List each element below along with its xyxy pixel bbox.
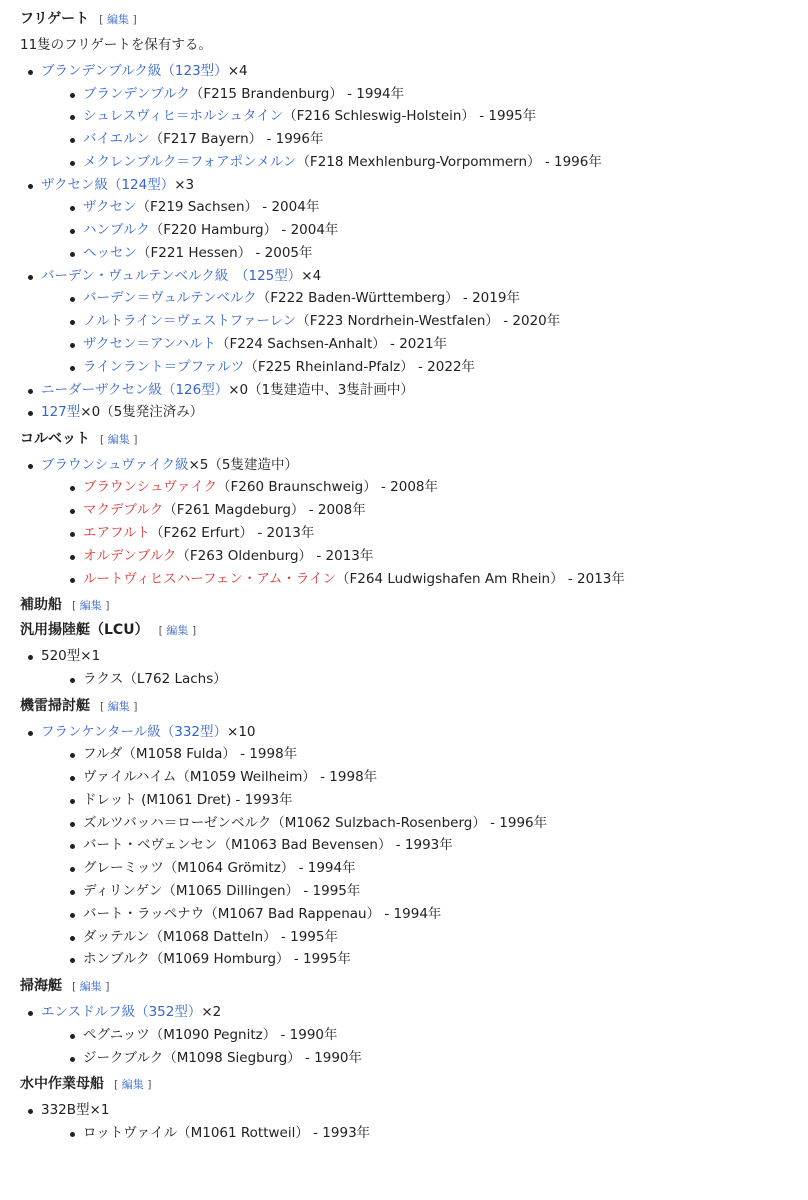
ship-link[interactable]: バイエルン [83,131,150,148]
ship-item [41,1122,808,1145]
section-heading [20,697,808,716]
ship-detail: ×0（1隻建造中、3隻計画中） [228,381,414,398]
ship-list [41,287,808,378]
ship-link[interactable]: フランケンタール級（332型） [41,723,228,740]
ship-detail: ×0（5隻発注済み） [80,404,204,421]
class-item [20,265,808,379]
ship-detail: （F219 Sachsen） - 2004年 [136,199,320,216]
ship-link[interactable]: バーデン・ヴュルテンベルク級 （125型） [41,267,302,284]
ship-link[interactable]: ブラウンシュヴァイク [83,479,217,496]
section-heading [20,10,808,29]
ship-detail: （F263 Oldenburg） - 2013年 [176,547,374,564]
edit-link[interactable]: 編集 [121,1078,144,1092]
ship-item [41,903,808,926]
ship-detail: グレーミッツ（M1064 Grömitz） - 1994年 [83,860,356,877]
section-heading [20,621,808,640]
ship-list [41,1122,808,1145]
ship-item [41,287,808,310]
section-title: コルベット [20,430,90,447]
ship-item [41,476,808,499]
class-item [20,1099,808,1144]
class-list [20,454,808,591]
class-list [20,1099,808,1144]
edit-link[interactable]: 編集 [106,13,129,26]
edit-link[interactable]: 編集 [107,432,130,446]
edit-link[interactable]: 編集 [166,624,189,638]
class-list [20,645,808,690]
ship-detail: （F215 Brandenburg） - 1994年 [189,85,405,102]
ship-list [41,743,808,971]
ship-link[interactable]: メクレンブルク＝フォアポンメルン [83,153,297,170]
class-item [20,174,808,265]
ship-detail: バート・ベヴェンセン（M1063 Bad Bevensen） - 1993年 [83,837,453,854]
ship-list [41,83,808,174]
ship-detail: ジークブルク（M1098 Siegburg） - 1990年 [83,1049,362,1066]
ship-link[interactable]: ザクセン級（124型） [41,176,175,193]
ship-detail: フルダ（M1058 Fulda） - 1998年 [83,746,298,763]
ship-detail: （F262 Erfurt） - 2013年 [149,524,315,541]
class-item [20,401,808,424]
ship-detail: ペグニッツ（M1090 Pegnitz） - 1990年 [83,1026,338,1043]
ship-link[interactable]: オルデンブルク [83,547,177,564]
class-list [20,60,808,424]
ship-link[interactable]: エアフルト [83,524,150,541]
ship-link[interactable]: ルートヴィヒスハーフェン・アム・ライン [83,570,336,587]
ship-detail: ×3 [174,176,195,193]
ship-detail: ホンブルク（M1069 Homburg） - 1995年 [83,951,351,968]
ship-detail: （F220 Hamburg） - 2004年 [149,222,339,239]
edit-section: [ 編集 ] [72,980,110,994]
ship-detail: （F261 Magdeburg） - 2008年 [163,502,366,519]
edit-section: [ 編集 ] [100,699,138,713]
edit-section: [ 編集 ] [158,624,197,638]
ship-detail: ラクス（L762 Lachs） [83,670,227,687]
ship-item [41,310,808,333]
ship-link[interactable]: ラインラント＝プファルツ [83,358,245,375]
ship-link[interactable]: ブランデンブルク級（123型） [41,63,228,79]
class-item [20,454,808,591]
section-heading [20,1075,808,1094]
section-title: フリゲート [20,11,90,27]
ship-detail: ロットヴァイル（M1061 Rottweil） - 1993年 [83,1125,371,1142]
ship-detail: ×10 [227,723,256,740]
ship-detail: （F221 Hessen） - 2005年 [137,244,313,261]
ship-item [41,1047,808,1070]
ship-detail: ×4 [301,267,322,284]
ship-link[interactable]: ニーダーザクセン級（126型） [41,381,229,398]
edit-section: [ 編集 ] [72,599,110,613]
ship-item [41,333,808,356]
ship-detail: ドレット (M1061 Dret) - 1993年 [83,791,293,808]
ship-detail: ダッテルン（M1068 Datteln） - 1995年 [83,928,338,945]
ship-list [41,196,808,264]
edit-link[interactable]: 編集 [79,599,102,613]
ship-link[interactable]: ヘッセン [83,244,137,261]
section-title: 水中作業母船 [20,1076,104,1093]
ship-detail: （F264 Ludwigshafen Am Rhein） - 2013年 [336,570,625,587]
section-title: 汎用揚陸艇（LCU） [20,622,149,639]
section-title: 補助船 [20,597,62,614]
section [20,10,808,424]
ship-item [41,568,808,591]
ship-item [41,242,808,265]
ship-item [41,857,808,880]
ship-item [41,926,808,949]
class-item [20,60,808,174]
ship-detail: ヴァイルハイム（M1059 Weilheim） - 1998年 [83,769,378,786]
section [20,596,808,615]
ship-detail: （F223 Nordrhein-Westfalen） - 2020年 [296,313,561,330]
ship-link[interactable]: 127型 [41,404,81,421]
edit-section: [ 編集 ] [100,432,138,446]
ship-detail: （F218 Mexhlenburg-Vorpommern） - 1996年 [296,153,602,170]
ship-item [41,499,808,522]
class-item [20,721,808,972]
section [20,1075,808,1144]
ship-detail: （F225 Rheinland-Pfalz） - 2022年 [244,358,476,375]
ship-link[interactable]: ブラウンシュヴァイク級 [41,456,189,473]
ship-link[interactable]: ノルトライン＝ヴェストファーレン [83,313,297,330]
ship-detail: （F224 Sachsen-Anhalt） - 2021年 [215,335,448,352]
ship-item [41,1024,808,1047]
ship-detail: ×4 [227,63,248,79]
ship-link[interactable]: エンスドルフ級（352型） [41,1004,202,1021]
ship-item [41,948,808,971]
ship-detail: ディリンゲン（M1065 Dillingen） - 1995年 [83,883,361,900]
class-item [20,1001,808,1069]
ship-item [41,834,808,857]
ship-item [41,545,808,568]
section [20,621,808,690]
ship-link[interactable]: シュレスヴィヒ＝ホルシュタイン [83,108,284,125]
section-title: 掃海艇 [20,978,62,995]
class-item [20,379,808,402]
ship-list [41,476,808,590]
class-list [20,1001,808,1069]
ship-detail: （F216 Schleswig-Holstein） - 1995年 [283,108,537,125]
class-item [20,645,808,690]
ship-link[interactable]: ブランデンブルク [83,85,190,102]
ship-link[interactable]: ザクセン [83,199,137,216]
ship-item [41,789,808,812]
ship-detail: （F260 Braunschweig） - 2008年 [217,479,439,496]
edit-link[interactable]: 編集 [107,699,130,713]
class-list [20,721,808,972]
ship-detail: バート・ラッペナウ（M1067 Bad Rappenau） - 1994年 [83,905,442,922]
ship-item [41,83,808,106]
ship-item [41,766,808,789]
section [20,430,808,591]
ship-item [41,522,808,545]
ship-detail: （F217 Bayern） - 1996年 [149,131,324,148]
ship-link[interactable]: ザクセン＝アンハルト [83,335,216,352]
ship-list [41,1024,808,1070]
ship-detail: 332B型×1 [41,1102,110,1119]
section [20,697,808,972]
section-heading [20,430,808,449]
ship-detail: （F222 Baden-Württemberg） - 2019年 [256,290,520,307]
ship-link[interactable]: バーデン＝ヴュルテンベルク [83,290,257,307]
ship-item [41,128,808,151]
ship-item [41,151,808,174]
ship-list [41,668,808,691]
ship-link[interactable]: ハンブルク [83,222,150,239]
ship-item [41,880,808,903]
section-title: 機雷掃討艇 [20,697,90,714]
ship-item [41,219,808,242]
section-intro: 11隻のフリゲートを保有する。 [20,37,212,53]
ship-item [41,356,808,379]
ship-detail: ×2 [201,1004,222,1021]
ship-item [41,668,808,691]
ship-detail: 520型×1 [41,648,101,665]
edit-section: [ 編集 ] [114,1078,152,1092]
section [20,977,808,1069]
ship-detail: ×5（5隻建造中） [188,456,298,473]
ship-item [41,743,808,766]
ship-item [41,812,808,835]
ship-link[interactable]: マクデブルク [83,502,164,519]
edit-link[interactable]: 編集 [79,980,102,994]
ship-item [41,196,808,219]
ship-item [41,105,808,128]
ship-detail: ズルツバッハ＝ローゼンベルク（M1062 Sulzbach-Rosenberg） - 1996年 [83,814,548,831]
section-heading [20,596,808,615]
section-heading [20,977,808,996]
edit-section: [ 編集 ] [99,13,137,26]
